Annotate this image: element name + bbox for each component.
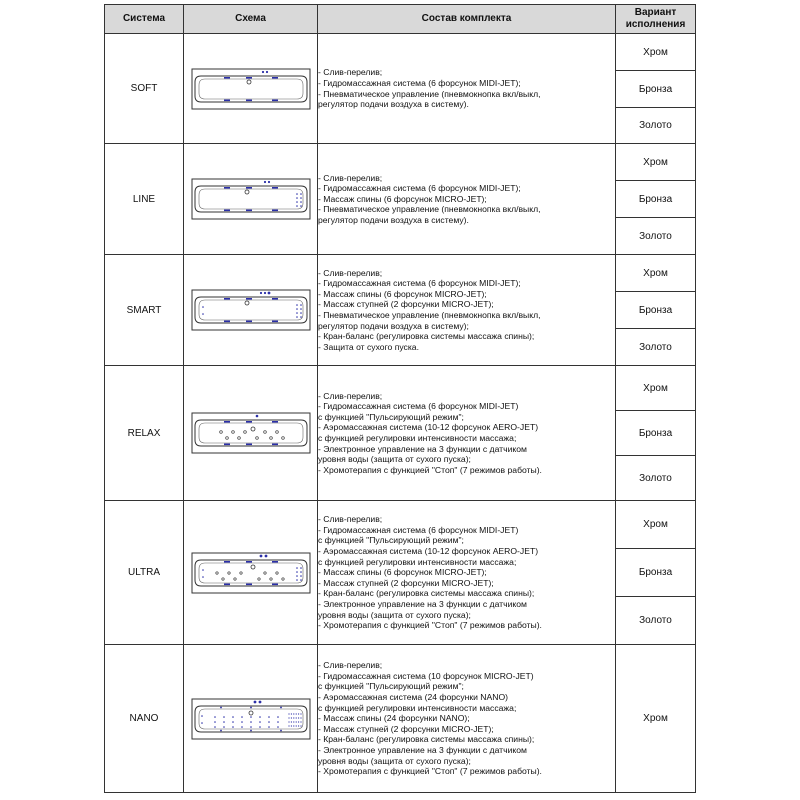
drain-icon xyxy=(249,711,253,715)
micro-jet-icon xyxy=(241,721,243,723)
micro-jet-icon xyxy=(250,729,252,731)
micro-jet-icon xyxy=(201,722,203,724)
composition-line: - Массаж спины (24 форсунки NANO); xyxy=(318,713,470,724)
composition-line: уровня воды (защита от сухого пуска); xyxy=(318,609,471,620)
micro-jet-icon xyxy=(290,725,291,726)
table-row xyxy=(105,645,696,793)
micro-jet-icon xyxy=(250,721,252,723)
finish-variant: Хром xyxy=(616,255,696,292)
micro-jet-icon xyxy=(202,569,204,571)
micro-jet-icon xyxy=(259,716,261,718)
micro-jet-icon xyxy=(265,70,267,72)
micro-jet-icon xyxy=(300,571,302,573)
composition-line: - Гидромассажная система (10 форсунок MICRO-JET) xyxy=(318,670,534,681)
bathtub-scheme-smart xyxy=(184,255,318,366)
micro-jet-icon xyxy=(220,729,222,731)
composition-line: регулятор подачи воздуха в систему); xyxy=(318,320,469,331)
composition-line: - Электронное управление на 3 функции с датчиком xyxy=(318,443,527,454)
midi-jet-icon xyxy=(224,321,230,323)
micro-jet-icon xyxy=(300,201,302,203)
micro-jet-icon xyxy=(300,579,302,581)
composition-line: с функцией "Пульсирующий режим"; xyxy=(318,535,464,546)
drain-icon xyxy=(245,190,249,194)
midi-jet-icon xyxy=(246,421,252,423)
system-name: NANO xyxy=(105,645,184,793)
composition-line: - Кран-баланс (регулировка системы массажа спины); xyxy=(318,734,535,745)
tub-inner-basin xyxy=(195,76,307,102)
micro-jet-icon xyxy=(232,721,234,723)
micro-jet-icon xyxy=(253,700,256,703)
composition-line: - Массаж ступней (2 форсунки MICRO-JET); xyxy=(318,723,494,734)
finish-variant: Бронза xyxy=(616,71,696,108)
composition-line: - Слив-перелив; xyxy=(318,67,383,78)
composition-line: - Электронное управление на 3 функции с датчиком xyxy=(318,744,527,755)
composition-line: регулятор подачи воздуха в систему). xyxy=(318,214,469,225)
midi-jet-icon xyxy=(246,583,252,585)
composition-line: - Массаж спины (6 форсунок MICRO-JET); xyxy=(318,567,487,578)
composition-line: - Слив-перелив; xyxy=(318,660,383,671)
composition-line: - Аэромассажная система (10-12 форсунок AERO-JET) xyxy=(318,422,539,433)
midi-jet-icon xyxy=(246,210,252,212)
micro-jet-icon xyxy=(300,575,302,577)
micro-jet-icon xyxy=(298,713,299,714)
midi-jet-icon xyxy=(272,561,278,563)
micro-jet-icon xyxy=(300,304,302,306)
composition-line: - Гидромассажная система (6 форсунок MIDI-JET); xyxy=(318,77,521,88)
micro-jet-icon xyxy=(263,181,265,183)
composition-line: регулятор подачи воздуха в систему). xyxy=(318,99,469,110)
midi-jet-icon xyxy=(272,321,278,323)
bathtub-scheme-relax xyxy=(184,366,318,501)
midi-jet-icon xyxy=(246,298,252,300)
composition-line: с функцией "Пульсирующий режим"; xyxy=(318,681,464,692)
midi-jet-icon xyxy=(246,321,252,323)
micro-jet-icon xyxy=(298,725,299,726)
composition-line: - Гидромассажная система (6 форсунок MIDI-JET); xyxy=(318,278,521,289)
micro-jet-icon xyxy=(258,700,261,703)
bathtub-scheme-nano xyxy=(184,645,318,793)
micro-jet-icon xyxy=(277,716,279,718)
micro-jet-icon xyxy=(277,726,279,728)
midi-jet-icon xyxy=(272,210,278,212)
micro-jet-icon xyxy=(300,308,302,310)
drain-icon xyxy=(247,80,251,84)
micro-jet-icon xyxy=(300,316,302,318)
drain-icon xyxy=(245,301,249,305)
micro-jet-icon xyxy=(223,726,225,728)
micro-jet-icon xyxy=(300,567,302,569)
micro-jet-icon xyxy=(202,306,204,308)
composition-line: - Хромотерапия с функцией "Стоп" (7 режимов работы). xyxy=(318,464,542,475)
micro-jet-icon xyxy=(296,567,298,569)
header-system: Система xyxy=(105,5,184,34)
midi-jet-icon xyxy=(272,444,278,446)
tub-inner-basin xyxy=(195,560,307,586)
bathtub-diagram xyxy=(191,411,311,455)
composition-line: - Аэромассажная система (24 форсунки NANO) xyxy=(318,692,508,703)
micro-jet-icon xyxy=(300,205,302,207)
micro-jet-icon xyxy=(277,721,279,723)
micro-jet-icon xyxy=(263,292,265,294)
micro-jet-icon xyxy=(290,721,291,722)
finish-variant: Золото xyxy=(616,218,696,255)
finish-variant: Бронза xyxy=(616,549,696,597)
composition-line: - Хромотерапия с функцией "Стоп" (7 режимов работы). xyxy=(318,620,542,631)
micro-jet-icon xyxy=(296,304,298,306)
composition-line: с функцией регулировки интенсивности массажа; xyxy=(318,702,517,713)
micro-jet-icon xyxy=(300,713,301,714)
micro-jet-icon xyxy=(300,717,301,718)
header-scheme: Схема xyxy=(184,5,318,34)
micro-jet-icon xyxy=(202,313,204,315)
composition-line: - Гидромассажная система (6 форсунок MIDI-JET) xyxy=(318,401,519,412)
composition-line: - Слив-перелив; xyxy=(318,267,383,278)
composition-line: - Гидромассажная система (6 форсунок MIDI-JET) xyxy=(318,524,519,535)
micro-jet-icon xyxy=(300,193,302,195)
midi-jet-icon xyxy=(224,561,230,563)
micro-jet-icon xyxy=(268,716,270,718)
bathtub-scheme-soft xyxy=(184,34,318,144)
table-row xyxy=(105,144,696,181)
micro-jet-icon xyxy=(296,193,298,195)
micro-jet-icon xyxy=(250,706,252,708)
micro-jet-icon xyxy=(300,197,302,199)
midi-jet-icon xyxy=(224,583,230,585)
composition-line: уровня воды (защита от сухого пуска); xyxy=(318,755,471,766)
kit-composition xyxy=(318,34,616,144)
midi-jet-icon xyxy=(224,444,230,446)
midi-jet-icon xyxy=(246,561,252,563)
finish-variant: Хром xyxy=(616,501,696,549)
header-row xyxy=(105,5,696,34)
tub-inner-basin xyxy=(195,420,307,446)
composition-line: - Слив-перелив; xyxy=(318,514,383,525)
micro-jet-icon xyxy=(290,717,291,718)
micro-jet-icon xyxy=(295,717,296,718)
micro-jet-icon xyxy=(288,721,289,722)
midi-jet-icon xyxy=(246,77,252,79)
midi-jet-icon xyxy=(272,421,278,423)
composition-line: уровня воды (защита от сухого пуска); xyxy=(318,454,471,465)
midi-jet-icon xyxy=(272,583,278,585)
midi-jet-icon xyxy=(246,444,252,446)
composition-line: - Хромотерапия с функцией "Стоп" (7 режимов работы). xyxy=(318,766,542,777)
header-composition: Состав комплекта xyxy=(318,5,616,34)
composition-line: - Кран-баланс (регулировка системы массажа спины); xyxy=(318,588,535,599)
micro-jet-icon xyxy=(296,308,298,310)
micro-jet-icon xyxy=(296,579,298,581)
midi-jet-icon xyxy=(224,99,230,101)
micro-jet-icon xyxy=(293,725,294,726)
finish-variant: Золото xyxy=(616,456,696,501)
micro-jet-icon xyxy=(261,70,263,72)
finish-variant: Бронза xyxy=(616,292,696,329)
composition-line: - Массаж спины (6 форсунок MICRO-JET); xyxy=(318,288,487,299)
micro-jet-icon xyxy=(293,717,294,718)
system-comparison-table xyxy=(104,4,696,793)
table-row xyxy=(105,255,696,292)
micro-jet-icon xyxy=(280,706,282,708)
micro-jet-icon xyxy=(300,312,302,314)
finish-variant: Золото xyxy=(616,597,696,645)
micro-jet-icon xyxy=(288,725,289,726)
micro-jet-icon xyxy=(241,716,243,718)
finish-variant: Бронза xyxy=(616,181,696,218)
midi-jet-icon xyxy=(272,99,278,101)
micro-jet-icon xyxy=(259,292,261,294)
micro-jet-icon xyxy=(259,721,261,723)
micro-jet-icon xyxy=(296,197,298,199)
bathtub-diagram xyxy=(191,177,311,221)
kit-composition xyxy=(318,645,616,793)
micro-jet-icon xyxy=(295,713,296,714)
midi-jet-icon xyxy=(224,298,230,300)
micro-jet-icon xyxy=(264,554,267,557)
micro-jet-icon xyxy=(223,721,225,723)
micro-jet-icon xyxy=(296,316,298,318)
micro-jet-icon xyxy=(232,726,234,728)
midi-jet-icon xyxy=(224,77,230,79)
micro-jet-icon xyxy=(255,415,258,418)
composition-line: - Слив-перелив; xyxy=(318,172,383,183)
composition-line: - Массаж ступней (2 форсунки MICRO-JET); xyxy=(318,577,494,588)
micro-jet-icon xyxy=(288,717,289,718)
micro-jet-icon xyxy=(288,713,289,714)
micro-jet-icon xyxy=(296,205,298,207)
micro-jet-icon xyxy=(268,726,270,728)
tub-inner-basin xyxy=(195,186,307,212)
micro-jet-icon xyxy=(296,312,298,314)
micro-jet-icon xyxy=(280,729,282,731)
midi-jet-icon xyxy=(224,210,230,212)
system-name: SOFT xyxy=(105,34,184,144)
bathtub-diagram xyxy=(191,697,311,741)
micro-jet-icon xyxy=(300,725,301,726)
micro-jet-icon xyxy=(300,721,301,722)
finish-variant: Бронза xyxy=(616,411,696,456)
micro-jet-icon xyxy=(298,721,299,722)
micro-jet-icon xyxy=(267,181,269,183)
tub-inner-basin xyxy=(195,297,307,323)
midi-jet-icon xyxy=(272,298,278,300)
kit-composition xyxy=(318,255,616,366)
micro-jet-icon xyxy=(201,715,203,717)
composition-line: с функцией регулировки интенсивности массажа; xyxy=(318,433,517,443)
composition-line: - Аэромассажная система (10-12 форсунок AERO-JET) xyxy=(318,546,539,557)
table-row xyxy=(105,34,696,71)
composition-line: - Пневматическое управление (пневмокнопка вкл/выкл, xyxy=(318,310,541,320)
micro-jet-icon xyxy=(296,575,298,577)
micro-jet-icon xyxy=(232,716,234,718)
composition-line: с функцией регулировки интенсивности массажа; xyxy=(318,556,517,567)
midi-jet-icon xyxy=(224,421,230,423)
kit-composition xyxy=(318,366,616,501)
micro-jet-icon xyxy=(250,726,252,728)
micro-jet-icon xyxy=(293,713,294,714)
system-name: RELAX xyxy=(105,366,184,501)
kit-composition xyxy=(318,144,616,255)
micro-jet-icon xyxy=(220,706,222,708)
micro-jet-icon xyxy=(214,726,216,728)
finish-variant: Хром xyxy=(616,366,696,411)
bathtub-scheme-ultra xyxy=(184,501,318,645)
micro-jet-icon xyxy=(241,726,243,728)
micro-jet-icon xyxy=(214,721,216,723)
composition-line: - Пневматическое управление (пневмокнопка вкл/выкл, xyxy=(318,204,541,215)
drain-icon xyxy=(251,427,255,431)
finish-variant: Хром xyxy=(616,144,696,181)
finish-variant: Золото xyxy=(616,329,696,366)
micro-jet-icon xyxy=(296,571,298,573)
bathtub-scheme-line xyxy=(184,144,318,255)
micro-jet-icon xyxy=(293,721,294,722)
micro-jet-icon xyxy=(202,576,204,578)
table-row xyxy=(105,501,696,549)
micro-jet-icon xyxy=(290,713,291,714)
drain-icon xyxy=(251,565,255,569)
micro-jet-icon xyxy=(295,725,296,726)
finish-variant: Хром xyxy=(616,645,696,793)
system-name: SMART xyxy=(105,255,184,366)
midi-jet-icon xyxy=(224,187,230,189)
bathtub-diagram xyxy=(191,551,311,595)
micro-jet-icon xyxy=(223,716,225,718)
header-variant: Вариант исполнения xyxy=(616,5,696,34)
midi-jet-icon xyxy=(246,99,252,101)
micro-jet-icon xyxy=(298,717,299,718)
micro-jet-icon xyxy=(259,554,262,557)
tub-inner-basin xyxy=(195,706,307,732)
composition-line: - Электронное управление на 3 функции с датчиком xyxy=(318,598,527,609)
micro-jet-icon xyxy=(214,716,216,718)
finish-variant: Хром xyxy=(616,34,696,71)
composition-line: - Пневматическое управление (пневмокнопка вкл/выкл, xyxy=(318,88,541,99)
composition-line: - Кран-баланс (регулировка системы массажа спины); xyxy=(318,331,535,342)
micro-jet-icon xyxy=(268,721,270,723)
composition-line: - Массаж спины (6 форсунок MICRO-JET); xyxy=(318,193,487,204)
kit-composition xyxy=(318,501,616,645)
composition-line: - Гидромассажная система (6 форсунок MIDI-JET); xyxy=(318,183,521,194)
composition-line: - Массаж ступней (2 форсунки MICRO-JET); xyxy=(318,299,494,310)
finish-variant: Золото xyxy=(616,108,696,144)
composition-line: - Слив-перелив; xyxy=(318,390,383,401)
composition-line: - Защита от сухого пуска. xyxy=(318,341,419,352)
midi-jet-icon xyxy=(272,187,278,189)
micro-jet-icon xyxy=(250,716,252,718)
composition-line: с функцией "Пульсирующий режим"; xyxy=(318,411,464,422)
micro-jet-icon xyxy=(259,726,261,728)
bathtub-diagram xyxy=(191,288,311,332)
table-row xyxy=(105,366,696,411)
micro-jet-icon xyxy=(295,721,296,722)
bathtub-diagram xyxy=(191,67,311,111)
midi-jet-icon xyxy=(272,77,278,79)
system-name: ULTRA xyxy=(105,501,184,645)
system-name: LINE xyxy=(105,144,184,255)
micro-jet-icon xyxy=(267,292,270,295)
micro-jet-icon xyxy=(296,201,298,203)
midi-jet-icon xyxy=(246,187,252,189)
table-body xyxy=(105,34,696,793)
